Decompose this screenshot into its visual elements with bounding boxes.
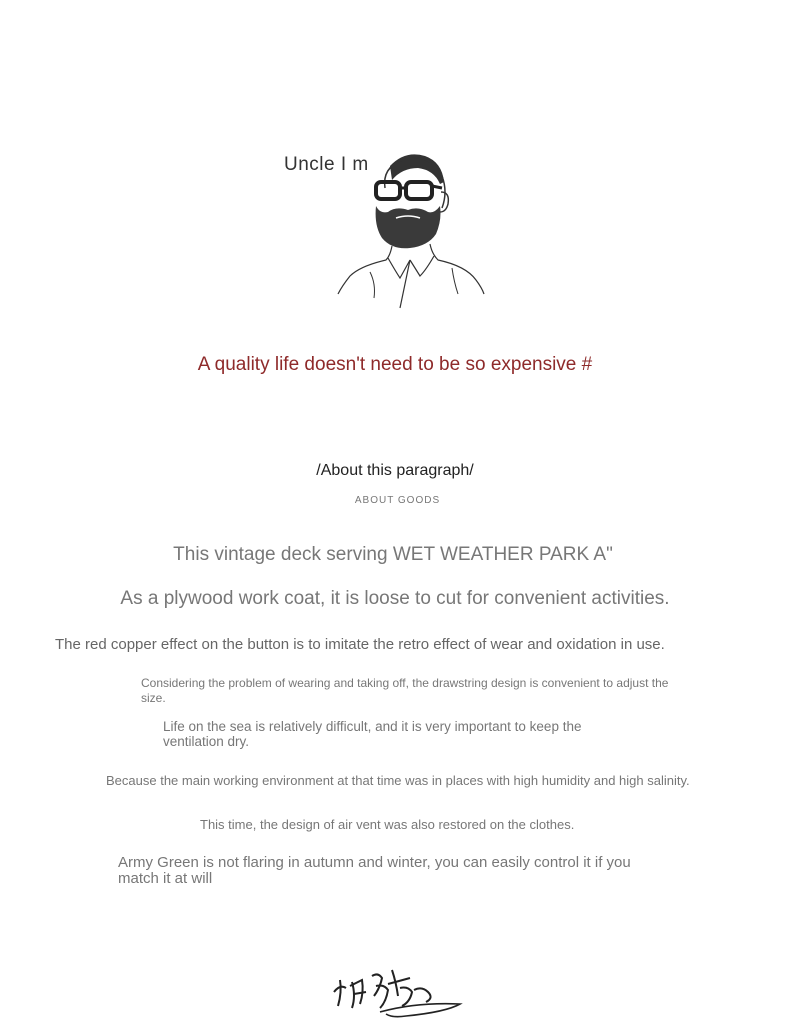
description-line-6: Because the main working environment at that time was in places with high humidity and high salinity. — [106, 773, 690, 788]
slogan: A quality life doesn't need to be so expensive # — [197, 354, 593, 375]
description-line-2: As a plywood work coat, it is loose to cut for convenient activities. — [120, 588, 670, 609]
section-title: /About this paragraph/ — [316, 462, 474, 479]
section-subtitle: ABOUT GOODS — [354, 495, 441, 506]
description-line-5: Life on the sea is relatively difficult, and it is very important to keep the ventilation dry. — [163, 719, 582, 749]
brand-name: Uncle I m — [284, 154, 369, 175]
signature-icon — [326, 962, 466, 1020]
description-line-8: Army Green is not flaring in autumn and winter, you can easily control it if you match it at will — [118, 854, 631, 887]
description-line-4: Considering the problem of wearing and taking off, the drawstring design is convenient to adjust the size. — [141, 676, 669, 705]
description-line-7: This time, the design of air vent was also restored on the clothes. — [200, 817, 575, 832]
description-line-3: The red copper effect on the button is to imitate the retro effect of wear and oxidation in use. — [55, 636, 665, 653]
bearded-man-portrait-icon — [330, 148, 490, 313]
description-line-1: This vintage deck serving WET WEATHER PARK A" — [173, 544, 613, 565]
